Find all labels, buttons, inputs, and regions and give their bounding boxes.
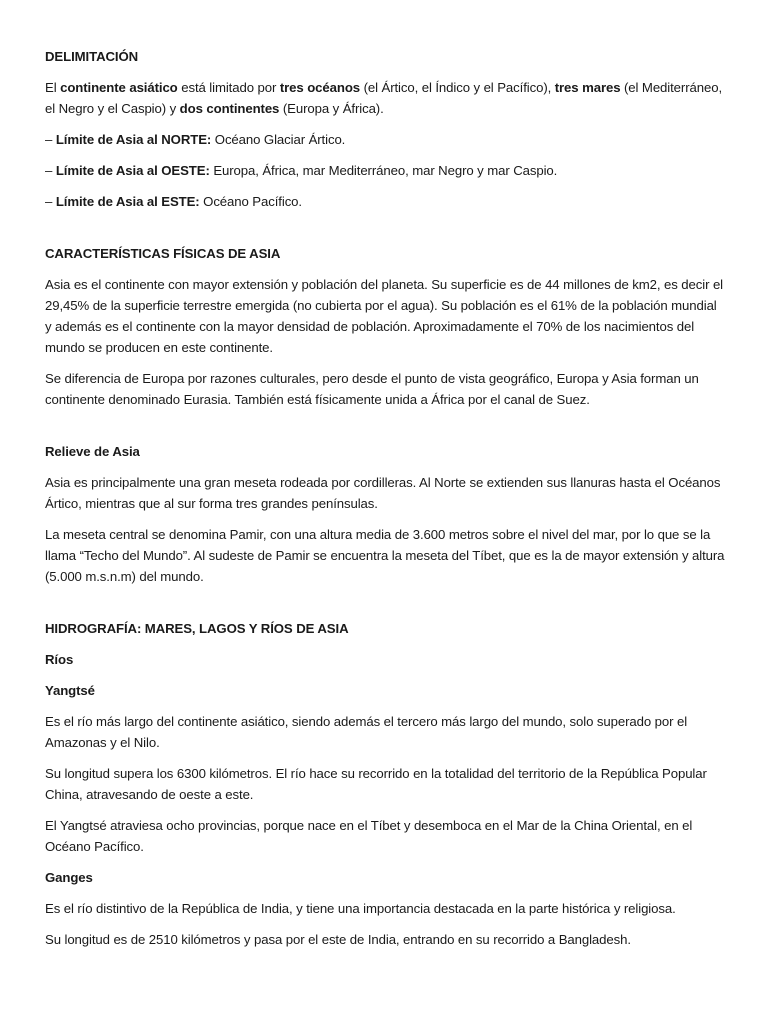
bold-run: dos continentes (179, 101, 280, 116)
limite-text: Océano Glaciar Ártico. (211, 132, 346, 147)
paragraph-delimitacion-intro (45, 77, 725, 119)
dash: – (45, 163, 56, 178)
limite-norte (45, 129, 725, 150)
section-heading-caracteristicas: CARACTERÍSTICAS FÍSICAS DE ASIA (45, 246, 281, 261)
bold-run: tres mares (554, 80, 621, 95)
text-run: (el Ártico, el Índico y el Pacífico), (360, 80, 555, 95)
text-run: está limitado por (177, 80, 280, 95)
limite-text: Europa, África, mar Mediterráneo, mar Negro y mar Caspio. (209, 163, 558, 178)
limite-label: Límite de Asia al OESTE: (55, 163, 210, 178)
section-heading-delimitacion: DELIMITACIÓN (45, 49, 139, 64)
section-heading-hidrografia: HIDROGRAFÍA: MARES, LAGOS Y RÍOS DE ASIA (45, 621, 349, 636)
dash: – (45, 132, 56, 147)
subheading-rios: Ríos (45, 652, 74, 667)
paragraph-yangtse-1: Es el río más largo del continente asiático, siendo además el tercero más largo del mundo, solo superado por el Amazonas y el Nilo. (45, 714, 688, 750)
limite-label: Límite de Asia al ESTE: (55, 194, 200, 209)
bold-run: continente asiático (60, 80, 178, 95)
paragraph-ganges-2: Su longitud es de 2510 kilómetros y pasa por el este de India, entrando en su recorrido a Bangladesh. (45, 932, 631, 947)
subheading-ganges: Ganges (45, 870, 93, 885)
limite-text: Océano Pacífico. (199, 194, 302, 209)
limite-label: Límite de Asia al NORTE: (55, 132, 212, 147)
text-run: (Europa y África). (279, 101, 384, 116)
document-page (45, 46, 725, 960)
subheading-yangtse: Yangtsé (45, 683, 95, 698)
paragraph-caracteristicas-1: Asia es el continente con mayor extensión y población del planeta. Su superficie es de 44 millones de km2, es decir el 29,45% de la superficie terrestre emergida (no cubierta por el agua). Su población es el 61% de la población mundial y además es el continente con la mayor densidad de población. Aproximadamente el 70% de los nacimientos del mundo se producen en este continente. (45, 277, 724, 355)
text-run: El (45, 80, 61, 95)
paragraph-yangtse-2: Su longitud supera los 6300 kilómetros. El río hace su recorrido en la totalidad del territorio de la República Popular China, atravesando de oeste a este. (45, 766, 707, 802)
paragraph-yangtse-3: El Yangtsé atraviesa ocho provincias, porque nace en el Tíbet y desemboca en el Mar de la China Oriental, en el Océano Pacífico. (45, 818, 693, 854)
section-heading-relieve: Relieve de Asia (45, 444, 140, 459)
limite-este (45, 191, 725, 212)
paragraph-relieve-2: La meseta central se denomina Pamir, con una altura media de 3.600 metros sobre el nivel del mar, por lo que se la llama “Techo del Mundo”. Al sudeste de Pamir se encuentra la meseta del Tíbet, que es la de mayor extensión y altura (5.000 m.s.n.m) del mundo. (45, 527, 725, 584)
paragraph-relieve-1: Asia es principalmente una gran meseta rodeada por cordilleras. Al Norte se extienden sus llanuras hasta el Océanos Ártico, mientras que al sur forma tres grandes penínsulas. (45, 475, 721, 511)
paragraph-caracteristicas-2: Se diferencia de Europa por razones culturales, pero desde el punto de vista geográfico, Europa y Asia forman un continente denominado Eurasia. También está físicamente unida a África por el canal de Suez. (45, 371, 699, 407)
limite-oeste (45, 160, 725, 181)
dash: – (45, 194, 56, 209)
bold-run: tres océanos (279, 80, 361, 95)
paragraph-ganges-1: Es el río distintivo de la República de India, y tiene una importancia destacada en la parte histórica y religiosa. (45, 901, 676, 916)
text-run: (el Mediterráneo, el Negro y el Caspio) y (45, 80, 723, 116)
